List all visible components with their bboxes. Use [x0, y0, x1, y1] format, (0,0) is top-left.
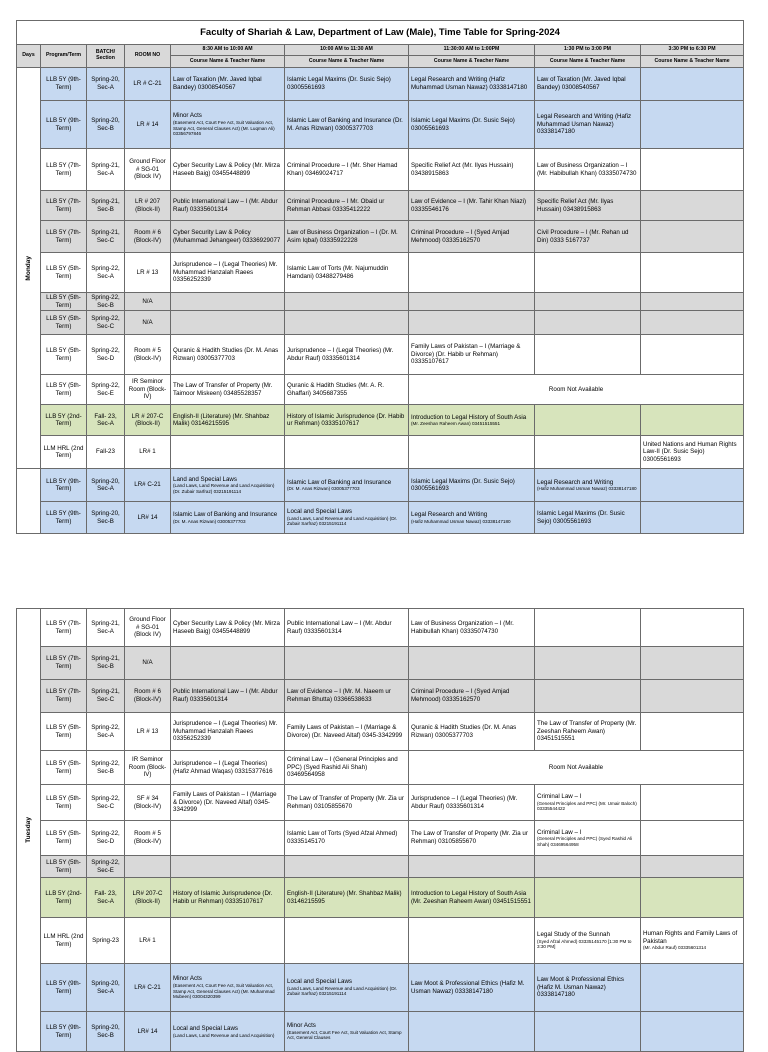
course-cell: Criminal Procedure – I (Mr. Sher Hamad Khan) 03469024717 — [285, 149, 409, 191]
course-cell: Public International Law – I (Mr. Abdur Rauf) 03335601314 — [171, 191, 285, 221]
batch-cell: Spring-22, Sec-B — [87, 751, 125, 785]
course-cell — [535, 293, 641, 311]
course-cell — [641, 221, 744, 253]
batch-cell: Spring-21, Sec-C — [87, 680, 125, 713]
header-batch: BATCH/ Section — [87, 45, 125, 68]
course-cell: Islamic Law of Torts (Syed Afzal Ahmed) 03335145170 — [285, 821, 409, 856]
course-cell: Cyber Security Law & Policy (Muhammad Jehangeer) 03336929077 — [171, 221, 285, 253]
program-cell: LLB 5Y (7th-Term) — [41, 191, 87, 221]
course-cell — [641, 680, 744, 713]
course-cell — [535, 821, 641, 856]
room-cell: LR# 1 — [125, 436, 171, 469]
course-title: Islamic Law of Banking and Insurance — [287, 478, 392, 486]
course-cell — [409, 436, 535, 469]
course-cell — [641, 253, 744, 293]
course-cell — [285, 918, 409, 964]
program-cell: LLB 5Y (7th-Term) — [41, 221, 87, 253]
course-cell — [641, 1012, 744, 1052]
header-course-5: Course Name & Teacher Name — [641, 56, 744, 68]
course-cell — [641, 311, 744, 335]
batch-cell: Spring-21, Sec-C — [87, 221, 125, 253]
batch-cell: Spring-22, Sec-C — [87, 785, 125, 821]
room-cell: Ground Floor # SG-01 (Block IV) — [125, 149, 171, 191]
program-cell: LLB 5Y (5th-Term) — [41, 713, 87, 751]
course-cell: The Law of Transfer of Property (Mr. Zia ur Rehman) 03105855670 — [409, 821, 535, 856]
room-cell: Room # 6 (Block-IV) — [125, 221, 171, 253]
course-title: Land and Special Laws — [173, 475, 237, 483]
course-cell — [641, 293, 744, 311]
course-cell — [641, 609, 744, 647]
table-row — [17, 149, 744, 191]
course-cell — [285, 436, 409, 469]
course-cell — [641, 713, 744, 751]
course-cell: Law Moot & Professional Ethics (Hafiz M. Usman Nawaz) 03338147180 — [535, 964, 641, 1012]
day-label: Tuesday — [25, 817, 32, 843]
timetable-page-2 — [16, 608, 743, 1052]
program-cell: LLB 5Y (5th-Term) — [41, 856, 87, 878]
course-cell — [535, 856, 641, 878]
course-title: Local and Special Laws — [173, 1024, 239, 1032]
day-cell-continued — [17, 469, 41, 534]
program-cell: LLB 5Y (7th-Term) — [41, 149, 87, 191]
program-cell: LLB 5Y (5th-Term) — [41, 821, 87, 856]
course-cell: Islamic Legal Maxims (Dr. Susic Sejo) 03005561693 — [285, 68, 409, 101]
course-cell — [409, 1012, 535, 1052]
table-row — [17, 964, 744, 1012]
course-cell — [171, 856, 285, 878]
course-cell — [409, 405, 535, 436]
course-cell — [641, 469, 744, 502]
header-slot-1: 8:30 AM to 10:00 AM — [171, 45, 285, 56]
course-cell: Islamic Legal Maxims (Dr. Susic Sejo) 03005561693 — [409, 101, 535, 149]
course-cell: Quranic & Hadith Studies (Mr. A. R. Ghaffari) 3405687355 — [285, 375, 409, 405]
course-cell — [641, 821, 744, 856]
course-cell — [641, 191, 744, 221]
course-cell: Public International Law – I (Mr. Abdur Rauf) 03335601314 — [171, 680, 285, 713]
table-row — [17, 335, 744, 375]
course-cell: The Law of Transfer of Property (Mr. Zeeshan Raheem Awan) 03451515551 — [535, 713, 641, 751]
course-detail: (Easement Act, Court Fee Act, Suit Valuation Act, Stamp Act, General Clauses — [287, 1029, 402, 1041]
room-cell: IR Seminor Room (Block-IV) — [125, 375, 171, 405]
course-cell: Family Laws of Pakistan – I (Marriage & Divorce) (Dr. Naveed Altaf) 0345-3342999 — [171, 785, 285, 821]
batch-cell: Spring-21, Sec-A — [87, 609, 125, 647]
program-cell: LLB 5Y (7th-Term) — [41, 680, 87, 713]
room-cell: N/A — [125, 647, 171, 680]
course-title: Criminal Law – I — [537, 793, 582, 801]
course-cell — [285, 311, 409, 335]
course-detail: (Land Laws, Land Revenue and Land Acquisition) (Dr. Zubair Sarfraz) 03215191114 — [287, 515, 398, 527]
course-cell — [535, 680, 641, 713]
program-cell: LLB 5Y (5th-Term) — [41, 311, 87, 335]
course-cell: Specific Relief Act (Mr. Ilyas Hussain) 03438915863 — [535, 191, 641, 221]
course-title: Criminal Law – I — [537, 828, 582, 836]
room-cell: SF # 34 (Block-IV) — [125, 785, 171, 821]
course-cell: Cyber Security Law & Policy (Mr. Mirza Haseeb Baig) 03455448899 — [171, 609, 285, 647]
program-cell: LLM HRL (2nd Term) — [41, 436, 87, 469]
table-row — [17, 375, 744, 405]
course-cell — [409, 311, 535, 335]
program-cell: LLM HRL (2nd Term) — [41, 918, 87, 964]
header-program: Program/Term — [41, 45, 87, 68]
table-row — [17, 751, 744, 785]
course-title: Local and Special Laws — [287, 978, 353, 986]
room-cell: IR Seminor Room (Block-IV) — [125, 751, 171, 785]
course-cell — [171, 293, 285, 311]
course-title: Legal Research and Writing — [537, 478, 614, 486]
course-detail: (Hafiz Muhammad Usman Nawaz) 03338147180 — [537, 486, 637, 492]
course-detail: (Easement Act, Court Fee Act, Suit Valuation Act, Stamp Act, General Clauses Act) (Mr. Muhammad Mubeen) 03004320399 — [173, 983, 275, 1000]
table-row — [17, 878, 744, 918]
table-row — [17, 609, 744, 647]
header-days: Days — [17, 45, 41, 68]
header-slot-3: 11:30:00 AM to 1:00PM — [409, 45, 535, 56]
course-cell — [171, 821, 285, 856]
table-row — [17, 647, 744, 680]
course-cell — [409, 253, 535, 293]
batch-cell: Spring-22, Sec-A — [87, 253, 125, 293]
course-cell — [285, 293, 409, 311]
course-cell — [535, 878, 641, 918]
table-row — [17, 293, 744, 311]
course-cell: Law of Business Organization – I (Dr. M. Asim Iqbal) 03335922228 — [285, 221, 409, 253]
day-cell-monday — [17, 68, 41, 469]
timetable-table-2 — [16, 608, 744, 1052]
header-course-1: Course Name & Teacher Name — [171, 56, 285, 68]
program-cell: LLB 5Y (9th-Term) — [41, 469, 87, 502]
batch-cell: Spring-20, Sec-B — [87, 502, 125, 534]
header-course-2: Course Name & Teacher Name — [285, 56, 409, 68]
course-cell — [285, 1012, 409, 1052]
room-cell: N/A — [125, 311, 171, 335]
course-cell: Islamic Law of Banking and Insurance (Dr. M. Anas Rizwan) 03005377703 — [285, 101, 409, 149]
batch-cell: Spring-21, Sec-B — [87, 191, 125, 221]
course-cell — [535, 1012, 641, 1052]
course-detail: (Hafiz Muhammad Usman Nawaz) 03338147180 — [411, 518, 511, 524]
course-cell: Quranic & Hadith Studies (Dr. M. Anas Rizwan) 03005377703 — [171, 335, 285, 375]
course-cell — [535, 609, 641, 647]
course-cell — [535, 647, 641, 680]
course-cell — [285, 647, 409, 680]
room-cell: LR# 14 — [125, 502, 171, 534]
header-course-4: Course Name & Teacher Name — [535, 56, 641, 68]
course-cell: Islamic Legal Maxims (Dr. Susic Sejo) 03005561693 — [409, 469, 535, 502]
course-cell — [641, 918, 744, 964]
program-cell: LLB 5Y (5th-Term) — [41, 293, 87, 311]
header-slot-5: 3:30 PM to 6:30 PM — [641, 45, 744, 56]
course-cell: Criminal Procedure – I Mr. Obaid ur Rehman Abbasi 03335412222 — [285, 191, 409, 221]
course-cell: Family Laws of Pakistan – I (Marriage & Divorce) (Dr. Naveed Altaf) 0345-3342999 — [285, 713, 409, 751]
room-cell: Room # 5 (Block-IV) — [125, 821, 171, 856]
course-title: Human Rights and Family Laws of Pakistan — [643, 930, 738, 945]
room-cell: Ground Floor # SG-01 (Block IV) — [125, 609, 171, 647]
course-cell: United Nations and Human Rights Law-II (Dr. Susic Sejo) 03005561693 — [641, 436, 744, 469]
course-detail: (Syed Afzal Ahmed) 03335145170 [1:30 PM to 3:30 PM] — [537, 938, 632, 950]
course-cell: Legal Research and Writing (Hafiz Muhammad Usman Nawaz) 03338147180 — [535, 101, 641, 149]
course-cell — [171, 964, 285, 1012]
header-slot-2: 10:00 AM to 11:30 AM — [285, 45, 409, 56]
batch-cell: Spring-21, Sec-A — [87, 149, 125, 191]
batch-cell: Spring-20, Sec-B — [87, 101, 125, 149]
course-cell: Jurisprudence – I (Legal Theories) Mr. Muhammad Hanzalah Raees 03356252339 — [171, 253, 285, 293]
program-cell: LLB 5Y (9th-Term) — [41, 502, 87, 534]
course-cell — [641, 335, 744, 375]
course-cell — [171, 311, 285, 335]
course-cell — [171, 918, 285, 964]
course-cell — [641, 878, 744, 918]
room-not-available: Room Not Available — [409, 751, 744, 785]
batch-cell: Spring-22, Sec-B — [87, 293, 125, 311]
program-cell: LLB 5Y (5th-Term) — [41, 785, 87, 821]
table-row — [17, 713, 744, 751]
header-room: ROOM NO — [125, 45, 171, 68]
batch-cell: Spring-20, Sec-A — [87, 469, 125, 502]
program-cell: LLB 5Y (5th-Term) — [41, 335, 87, 375]
course-cell — [535, 918, 641, 964]
program-cell: LLB 5Y (9th-Term) — [41, 1012, 87, 1052]
room-cell: LR # C-21 — [125, 68, 171, 101]
course-title: Legal Study of the Sunnah — [537, 931, 610, 939]
room-cell: LR# 1 — [125, 918, 171, 964]
table-row — [17, 101, 744, 149]
room-cell: N/A — [125, 293, 171, 311]
table-row — [17, 253, 744, 293]
course-detail: (Dr. M. Anas Rizwan) 03005377703 — [173, 518, 246, 524]
room-cell: LR# 207-C (Block-II) — [125, 878, 171, 918]
course-detail: (Easement Act, Court Fee Act, Suit Valuation Act, Stamp Act, General Clauses Act) (Mr. Luqman Ali) 03356797846 — [173, 120, 275, 137]
batch-cell: Spring-22, Sec-A — [87, 713, 125, 751]
course-detail: (Land Laws, Land Revenue and Land Acquisition) — [173, 1032, 275, 1038]
room-cell: LR# C-21 — [125, 964, 171, 1012]
course-cell — [285, 964, 409, 1012]
course-detail: (Mr. Abdur Rauf) 03335601314 — [643, 945, 707, 951]
course-cell: Civil Procedure – I (Mr. Rehan ud Din) 0333 5167737 — [535, 221, 641, 253]
course-cell — [535, 436, 641, 469]
room-cell: LR # 207 (Block-II) — [125, 191, 171, 221]
course-cell — [171, 647, 285, 680]
program-cell: LLB 5Y (9th-Term) — [41, 101, 87, 149]
course-cell — [641, 149, 744, 191]
batch-cell: Spring-21, Sec-B — [87, 647, 125, 680]
course-cell: The Law of Transfer of Property (Mr. Taimoor Miskeen) 03485528357 — [171, 375, 285, 405]
batch-cell: Fall- 23, Sec-A — [87, 405, 125, 436]
course-title: Local and Special Laws — [287, 508, 353, 516]
course-title: Legal Research and Writing — [411, 511, 488, 519]
table-row — [17, 821, 744, 856]
course-cell — [535, 311, 641, 335]
course-cell — [285, 469, 409, 502]
course-cell — [171, 101, 285, 149]
course-cell: Law of Business Organization – I (Mr. Habibullah Khan) 03335074730 — [409, 609, 535, 647]
course-title: Minor Acts — [173, 112, 202, 120]
course-cell: Quranic & Hadith Studies (Dr. M. Anas Rizwan) 03005377703 — [409, 713, 535, 751]
course-cell — [409, 856, 535, 878]
table-row — [17, 502, 744, 534]
timetable-page-1 — [16, 20, 743, 534]
room-cell: LR# C-21 — [125, 469, 171, 502]
room-cell: LR # 13 — [125, 253, 171, 293]
course-cell: Law of Business Organization – I (Mr. Habibullah Khan) 03335074730 — [535, 149, 641, 191]
course-cell — [535, 469, 641, 502]
course-cell: English-II (Literature) (Mr. Shahbaz Malik) 03146215595 — [285, 878, 409, 918]
course-cell — [641, 405, 744, 436]
course-cell — [285, 856, 409, 878]
course-cell: Specific Relief Act (Mr. Ilyas Hussain) 03438915863 — [409, 149, 535, 191]
table-row — [17, 405, 744, 436]
course-cell — [641, 647, 744, 680]
page-title: Faculty of Shariah & Law, Department of Law (Male), Time Table for Spring-2024 — [17, 21, 744, 45]
course-cell: Legal Research and Writing (Hafiz Muhammad Usman Nawaz) 03338147180 — [409, 68, 535, 101]
course-cell — [409, 502, 535, 534]
course-cell — [535, 405, 641, 436]
batch-cell: Fall- 23, Sec-A — [87, 878, 125, 918]
course-cell: Cyber Security Law & Policy (Mr. Mirza Haseeb Baig) 03455448899 — [171, 149, 285, 191]
course-cell: Law Moot & Professional Ethics (Hafiz M. Usman Nawaz) 03338147180 — [409, 964, 535, 1012]
course-detail: (General Principles and PPC) (Mr. Umair Baloch) 03335544422 — [537, 800, 637, 812]
course-title: Introduction to Legal History of South Asia — [411, 413, 527, 421]
day-cell-tuesday — [17, 609, 41, 1052]
room-cell: LR# 14 — [125, 1012, 171, 1052]
course-cell: Jurisprudence – I (Legal Theories) (Hafiz Ahmad Waqas) 03315377616 — [171, 751, 285, 785]
room-cell: LR # 14 — [125, 101, 171, 149]
program-cell: LLB 5Y (7th-Term) — [41, 609, 87, 647]
course-cell — [535, 335, 641, 375]
course-cell — [641, 502, 744, 534]
course-detail: (Land Laws, Land Revenue and Land Acquisition) (Dr. Zubair Sarfraz) 03215191114 — [173, 483, 275, 494]
batch-cell: Spring-22, Sec-D — [87, 821, 125, 856]
table-row — [17, 191, 744, 221]
course-cell: History of Islamic Jurisprudence (Dr. Habib ur Rehman) 03335107617 — [285, 405, 409, 436]
course-cell: Jurisprudence – I (Legal Theories) (Mr. Abdur Rauf) 03335601314 — [285, 335, 409, 375]
room-cell — [125, 856, 171, 878]
course-title: Islamic Law of Banking and Insurance — [173, 511, 278, 519]
course-cell: Jurisprudence – I (Legal Theories) Mr. Muhammad Hanzalah Raees 03356252339 — [171, 713, 285, 751]
table-row — [17, 311, 744, 335]
room-cell: Room # 5 (Block-IV) — [125, 335, 171, 375]
timetable-table-1 — [16, 20, 744, 534]
program-cell: LLB 5Y (5th-Term) — [41, 375, 87, 405]
course-cell — [171, 436, 285, 469]
program-cell: LLB 5Y (2nd-Term) — [41, 878, 87, 918]
course-cell — [409, 293, 535, 311]
batch-cell: Spring-20, Sec-A — [87, 68, 125, 101]
course-cell — [535, 253, 641, 293]
program-cell: LLB 5Y (2nd-Term) — [41, 405, 87, 436]
course-cell: Family Laws of Pakistan – I (Marriage & Divorce) (Dr. Habib ur Rehman) 03335107617 — [409, 335, 535, 375]
table-row — [17, 1012, 744, 1052]
course-cell — [641, 856, 744, 878]
program-cell: LLB 5Y (7th-Term) — [41, 647, 87, 680]
course-cell: Criminal Procedure – I (Syed Amjad Mehmood) 03335162570 — [409, 221, 535, 253]
batch-cell: Spring-22, Sec-C — [87, 311, 125, 335]
course-cell: Law of Evidence – I (Mr. Tahir Khan Niazi) 03335546176 — [409, 191, 535, 221]
room-cell: LR # 207-C (Block-II) — [125, 405, 171, 436]
course-cell: Law of Taxation (Mr. Javed Iqbal Bandey) 03008540567 — [535, 68, 641, 101]
course-cell: Law of Evidence – I (Mr. M. Naeem ur Rehman Bhutta) 03366538633 — [285, 680, 409, 713]
course-detail: (Dr. M. Anas Rizwan) 03005377703 — [287, 486, 360, 492]
course-cell — [641, 964, 744, 1012]
room-cell: Room # 6 (Block-IV) — [125, 680, 171, 713]
room-not-available: Room Not Available — [409, 375, 744, 405]
room-cell: LR # 13 — [125, 713, 171, 751]
course-cell: Islamic Legal Maxims (Dr. Susic Sejo) 03005561693 — [535, 502, 641, 534]
batch-cell: Fall-23 — [87, 436, 125, 469]
batch-cell: Spring-22, Sec-E — [87, 375, 125, 405]
header-course-3: Course Name & Teacher Name — [409, 56, 535, 68]
course-cell — [171, 1012, 285, 1052]
table-row — [17, 856, 744, 878]
batch-cell: Spring-22, Sec-E — [87, 856, 125, 878]
course-cell — [171, 469, 285, 502]
course-cell: Jurisprudence – I (Legal Theories) (Mr. Abdur Rauf) 03335601314 — [409, 785, 535, 821]
course-cell: The Law of Transfer of Property (Mr. Zia ur Rehman) 03105855670 — [285, 785, 409, 821]
course-detail: (Land Laws, Land Revenue and Land Acquisition) (Dr. Zubair Sarfraz) 03215191114 — [287, 985, 398, 997]
course-cell — [409, 647, 535, 680]
course-cell — [641, 68, 744, 101]
batch-cell: Spring-23 — [87, 918, 125, 964]
program-cell: LLB 5Y (5th-Term) — [41, 751, 87, 785]
course-cell: Public International Law – I (Mr. Abdur Rauf) 03335601314 — [285, 609, 409, 647]
course-title: Minor Acts — [173, 975, 202, 983]
batch-cell: Spring-20, Sec-A — [87, 964, 125, 1012]
course-cell — [641, 101, 744, 149]
course-cell: Law of Taxation (Mr. Javed Iqbal Bandey) 03008540567 — [171, 68, 285, 101]
table-row — [17, 785, 744, 821]
course-cell: History of Islamic Jurisprudence (Dr. Habib ur Rehman) 03335107617 — [171, 878, 285, 918]
course-cell: English-II (Literature) (Mr. Shahbaz Malik) 03146215595 — [171, 405, 285, 436]
course-cell — [641, 785, 744, 821]
day-label: Monday — [25, 255, 32, 281]
course-cell — [171, 502, 285, 534]
course-cell: Criminal Law – I (General Principles and PPC) (Syed Rashid Ali Shah) 03469564958 — [285, 751, 409, 785]
header-slot-4: 1:30 PM to 3:00 PM — [535, 45, 641, 56]
course-detail: (Mr. Zeeshan Raheem Awan) 03451515551 — [411, 421, 501, 427]
table-row — [17, 436, 744, 469]
course-cell: Criminal Procedure – I (Syed Amjad Mehmood) 03335162570 — [409, 680, 535, 713]
course-cell: Islamic Law of Torts (Mr. Najumuddin Hamdani) 03488279486 — [285, 253, 409, 293]
course-cell — [409, 918, 535, 964]
course-detail: (General Principles and PPC) (Syed Rashid Ali Shah) 03469564958 — [537, 836, 633, 847]
program-cell: LLB 5Y (5th-Term) — [41, 253, 87, 293]
batch-cell: Spring-20, Sec-B — [87, 1012, 125, 1052]
course-title: Minor Acts — [287, 1022, 316, 1030]
batch-cell: Spring-22, Sec-D — [87, 335, 125, 375]
table-row — [17, 469, 744, 502]
course-cell: Introduction to Legal History of South Asia (Mr. Zeeshan Raheem Awan) 03451515551 — [409, 878, 535, 918]
table-row — [17, 68, 744, 101]
program-cell: LLB 5Y (9th-Term) — [41, 68, 87, 101]
table-row — [17, 680, 744, 713]
course-cell — [285, 502, 409, 534]
course-cell — [535, 785, 641, 821]
table-row — [17, 221, 744, 253]
program-cell: LLB 5Y (9th-Term) — [41, 964, 87, 1012]
table-row — [17, 918, 744, 964]
